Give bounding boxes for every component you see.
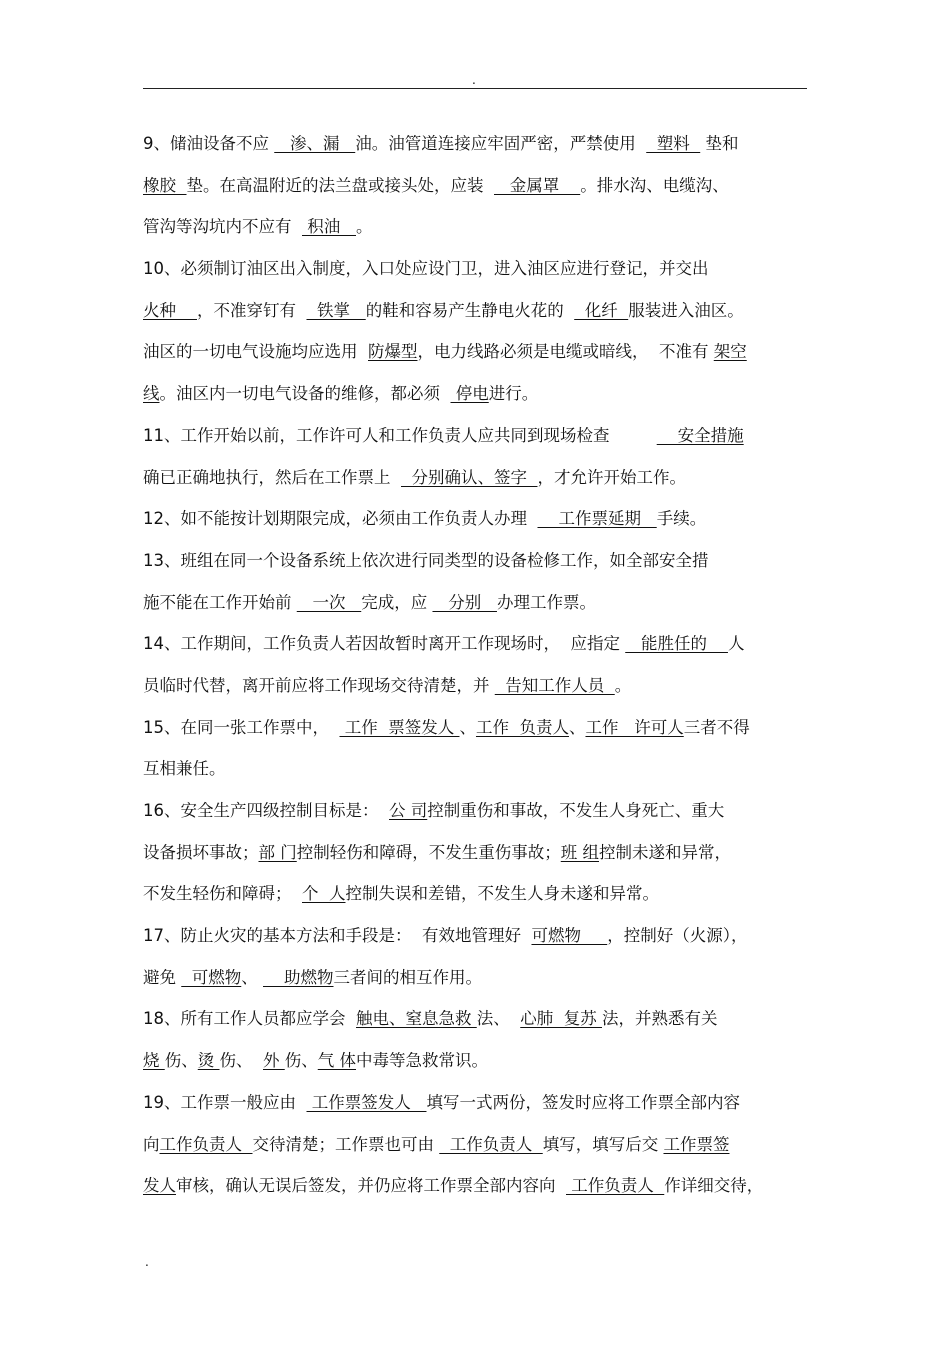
answer-blank: 线 (143, 384, 160, 404)
text-line (143, 1087, 809, 1129)
question-text: 作详细交待， (664, 1176, 764, 1196)
answer-blank: 触电、窒息急救 (356, 1009, 477, 1029)
question-text: 14、工作期间，工作负责人若因故暂时离开工作现场时， 应指定 (143, 634, 626, 654)
text-line (143, 962, 809, 1004)
text-line (143, 545, 809, 587)
text-line (143, 753, 809, 795)
question-text: 油区的一切电气设施均应选用 (143, 342, 368, 362)
question-text: 向 (143, 1134, 160, 1154)
question-text: 。油区内一切电气设备的维修，都必须 (159, 384, 451, 404)
question-text: 控制失误和差错，不发生人身未遂和异常。 (345, 884, 659, 904)
answer-blank: 可燃物 (531, 926, 608, 946)
text-line (143, 1170, 809, 1212)
text-line (143, 1129, 809, 1171)
question-text: 避免 (143, 967, 182, 987)
text-line (143, 462, 809, 504)
answer-blank: 外 (263, 1051, 285, 1071)
question-text: 管沟等沟坑内不应有 (143, 217, 302, 237)
answer-blank: 烧 (143, 1051, 165, 1071)
question-text: 进行。 (488, 384, 539, 404)
question-text: 手续。 (656, 509, 707, 529)
question-text: 服装进入油区。 (628, 300, 744, 320)
text-line (143, 628, 809, 670)
question-text: 13、班组在同一个设备系统上依次进行同类型的设备检修工作，如全部安全措 (143, 550, 709, 570)
answer-blank: 工作负责人 (439, 1134, 543, 1154)
answer-blank: 分别 (432, 592, 497, 612)
answer-blank: 塑料 (646, 134, 701, 153)
question-text: 19、工作票一般应由 (143, 1092, 307, 1112)
document-body (143, 128, 809, 1212)
question-text: 交待清楚；工作票也可由 (252, 1134, 440, 1154)
header-dot: . (472, 73, 476, 87)
answer-blank: 工作票延期 (537, 509, 657, 529)
question-text: 15、在同一张工作票中， (143, 717, 340, 737)
answer-blank: 告知工作人员 (494, 675, 615, 695)
text-line (143, 170, 809, 212)
answer-blank: 工作 负责人 (475, 717, 569, 737)
answer-blank: 橡胶 (143, 175, 187, 195)
answer-blank: 班 组 (560, 842, 599, 862)
question-text: 办理工作票。 (496, 592, 596, 612)
question-text: 伤、 (164, 1051, 198, 1071)
text-line (143, 795, 809, 837)
text-line (143, 336, 809, 378)
text-line (143, 420, 809, 462)
answer-blank: 公 司 (389, 801, 428, 820)
text-line (143, 211, 809, 253)
answer-blank: 心肺 复苏 (520, 1009, 602, 1029)
question-text: 伤、 (284, 1051, 318, 1071)
text-line (143, 253, 809, 295)
answer-blank: 部 门 (258, 842, 297, 862)
answer-blank: 可燃物 (181, 967, 242, 987)
question-text: 控制重伤和事故，不发生人身死亡、重大 (427, 801, 725, 820)
question-text: 、 (568, 717, 586, 737)
text-line (143, 503, 809, 545)
text-line (143, 295, 809, 337)
answer-blank: 个 人 (302, 884, 346, 904)
text-line (143, 1045, 809, 1087)
question-text: 施不能在工作开始前 (143, 592, 297, 612)
answer-blank: 化纤 (574, 300, 629, 320)
question-text: 控制轻伤和障碍，不发生重伤事故； (296, 842, 561, 862)
question-text: 填写一式两份，签发时应将工作票全部内容 (426, 1092, 740, 1112)
question-text: ，控制好（火源）， (607, 926, 748, 946)
header-rule (143, 88, 807, 89)
text-line (143, 712, 809, 754)
answer-blank: 分别确认、签字 (401, 467, 538, 487)
text-line (143, 128, 809, 170)
question-text: 互相兼任。 (143, 759, 226, 779)
text-line (143, 920, 809, 962)
answer-blank: 工作负责人 (159, 1134, 253, 1154)
question-text: ，电力线路必须是电缆或暗线， 不准有 (417, 342, 714, 362)
answer-blank: 工作 许可人 (585, 717, 684, 737)
question-text: 。排水沟、电缆沟、 (580, 175, 729, 195)
question-text: 伤、 (219, 1051, 263, 1071)
question-text: 18、所有工作人员都应学会 (143, 1009, 356, 1029)
question-text: 、 (241, 967, 263, 987)
answer-blank: 气 体 (317, 1051, 356, 1071)
question-text: 垫和 (700, 134, 739, 153)
question-text: 设备损坏事故； (143, 842, 259, 862)
answer-blank: 烫 (197, 1051, 220, 1071)
question-text: ，才允许开始工作。 (537, 467, 686, 487)
answer-blank: 助燃物 (263, 967, 334, 987)
question-text: 员临时代替，离开前应将工作现场交待清楚，并 (143, 675, 495, 695)
question-text: 油。油管道连接应牢固严密，严禁使用 (355, 134, 647, 153)
question-text: 三者不得 (683, 717, 750, 737)
answer-blank: 防爆型 (368, 342, 418, 362)
footer-dot: . (145, 1255, 149, 1269)
answer-blank: 发人 (143, 1176, 176, 1196)
answer-blank: 工作负责人 (566, 1176, 665, 1196)
answer-blank: 停电 (450, 384, 489, 404)
question-text: 11、工作开始以前，工作许可人和工作负责人应共同到现场检查 (143, 425, 657, 445)
question-text: 、 (459, 717, 476, 737)
answer-blank: 渗、漏 (274, 134, 356, 153)
question-text: 9、储油设备不应 (143, 134, 275, 153)
answer-blank: 工作票签发人 (306, 1092, 427, 1112)
answer-blank: 铁掌 (306, 300, 366, 320)
answer-blank: 安全措施 (656, 425, 744, 445)
question-text: 人 (727, 634, 745, 654)
question-text: 控制未遂和异常， (599, 842, 731, 862)
text-line (143, 378, 809, 420)
question-text: 。 (355, 217, 373, 237)
question-text: 垫。在高温附近的法兰盘或接头处，应装 (186, 175, 494, 195)
question-text: 完成，应 (361, 592, 433, 612)
question-text: 16、安全生产四级控制目标是： (143, 801, 389, 820)
question-text: ，不准穿钉有 (196, 300, 307, 320)
question-text: 填写，填写后交 (542, 1134, 664, 1154)
answer-blank: 火种 (143, 300, 197, 320)
question-text: 确已正确地执行，然后在工作票上 (143, 467, 401, 487)
question-text: 法、 (476, 1009, 521, 1029)
question-text: 中毒等急救常识。 (356, 1051, 488, 1071)
answer-blank: 工作 票签发人 (339, 717, 460, 737)
question-text: 法，并熟悉有关 (602, 1009, 718, 1029)
question-text: 审核，确认无误后签发，并仍应将工作票全部内容向 (176, 1176, 566, 1196)
question-text: 不发生轻伤和障碍； (143, 884, 302, 904)
text-line (143, 670, 809, 712)
question-text: 三者间的相互作用。 (333, 967, 482, 987)
answer-blank: 架空 (713, 342, 747, 362)
question-text: 。 (614, 675, 632, 695)
answer-blank: 一次 (296, 592, 362, 612)
text-line (143, 837, 809, 879)
question-text: 10、必须制订油区出入制度，入口处应设门卫，进入油区应进行登记，并交出 (143, 259, 709, 279)
question-text: 12、如不能按计划期限完成，必须由工作负责人办理 (143, 509, 538, 529)
text-line (143, 878, 809, 920)
question-text: 的鞋和容易产生静电火花的 (365, 300, 575, 320)
answer-blank: 工作票签 (663, 1134, 730, 1154)
text-line (143, 587, 809, 629)
answer-blank: 能胜任的 (625, 634, 728, 654)
answer-blank: 金属罩 (494, 175, 581, 195)
text-line (143, 1003, 809, 1045)
question-text: 17、防止火灾的基本方法和手段是： 有效地管理好 (143, 926, 532, 946)
answer-blank: 积油 (302, 217, 356, 237)
